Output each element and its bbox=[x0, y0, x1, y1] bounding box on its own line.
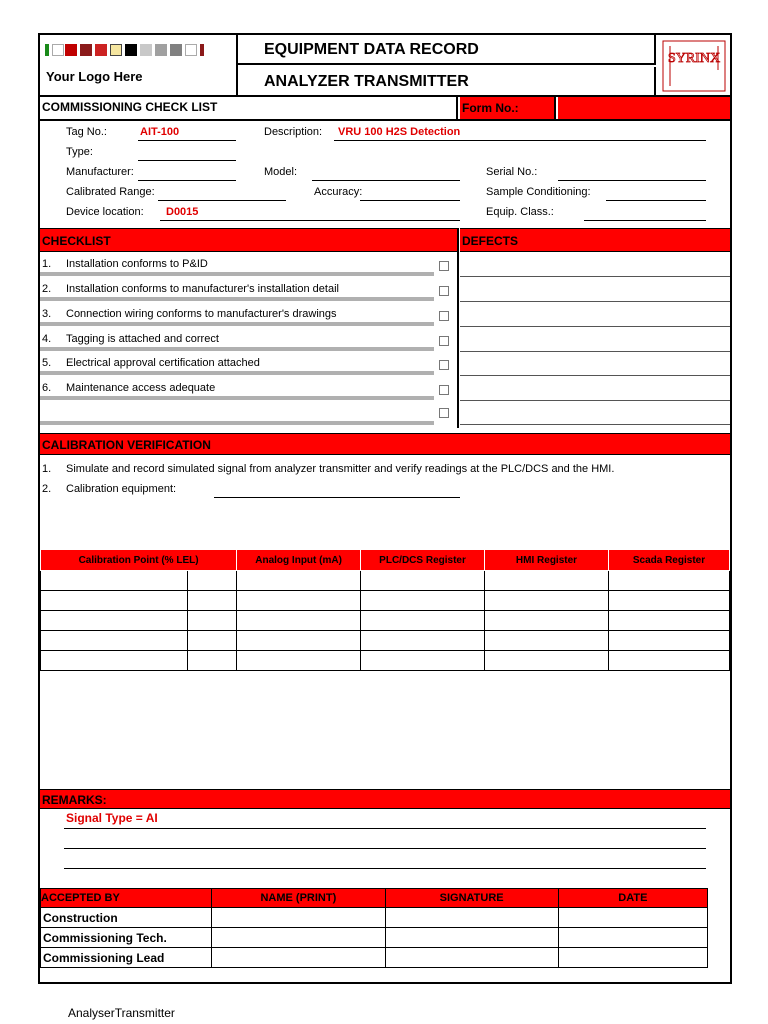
col-analog-input: Analog Input (mA) bbox=[237, 550, 361, 571]
defect-line[interactable] bbox=[460, 424, 730, 425]
table-cell[interactable] bbox=[608, 591, 729, 611]
page-subtitle: ANALYZER TRANSMITTER bbox=[238, 67, 656, 97]
equip-class-label: Equip. Class.: bbox=[486, 206, 554, 218]
brand-logo-icon bbox=[662, 40, 726, 92]
checklist-divider bbox=[457, 228, 459, 428]
form-no-label: Form No.: bbox=[460, 97, 556, 119]
table-row bbox=[41, 591, 730, 611]
logo-swatch bbox=[125, 44, 137, 56]
logo-swatch bbox=[52, 44, 64, 56]
acceptance-header-row bbox=[41, 889, 708, 908]
checklist-item-num: 3. bbox=[42, 308, 52, 320]
description-line bbox=[334, 140, 706, 141]
checklist-checkbox[interactable] bbox=[439, 311, 449, 321]
footer-text: AnalyserTransmitter bbox=[68, 1006, 175, 1020]
defect-line[interactable] bbox=[460, 276, 730, 277]
checklist-checkbox[interactable] bbox=[439, 286, 449, 296]
table-cell[interactable] bbox=[485, 631, 609, 651]
checklist-checkbox[interactable] bbox=[439, 408, 449, 418]
defect-line[interactable] bbox=[460, 301, 730, 302]
logo-swatch bbox=[140, 44, 152, 56]
tag-no-line bbox=[138, 140, 236, 141]
serial-line[interactable] bbox=[558, 180, 706, 181]
table-cell[interactable] bbox=[237, 591, 361, 611]
form-frame bbox=[38, 33, 732, 984]
checklist-item-text: Connection wiring conforms to manufacturer's drawings bbox=[66, 308, 337, 320]
checklist-item-num: 5. bbox=[42, 357, 52, 369]
acceptance-row bbox=[41, 948, 708, 968]
page-title: EQUIPMENT DATA RECORD bbox=[238, 35, 656, 65]
table-cell[interactable] bbox=[237, 651, 361, 671]
table-cell[interactable] bbox=[485, 651, 609, 671]
table-cell[interactable] bbox=[41, 651, 188, 671]
logo-swatch bbox=[155, 44, 167, 56]
table-cell[interactable] bbox=[188, 591, 237, 611]
device-location-value[interactable]: D0015 bbox=[166, 206, 199, 218]
logo-swatch bbox=[200, 44, 204, 56]
description-value[interactable]: VRU 100 H2S Detection bbox=[338, 126, 461, 138]
date-cell[interactable] bbox=[558, 928, 707, 948]
type-label: Type: bbox=[66, 146, 93, 158]
col-date: DATE bbox=[558, 889, 707, 908]
brand-logo-text: SYRINX bbox=[667, 51, 721, 66]
acceptance-row bbox=[41, 928, 708, 948]
defect-line[interactable] bbox=[460, 351, 730, 352]
acceptance-role: Commissioning Lead bbox=[41, 948, 212, 968]
table-cell[interactable] bbox=[188, 631, 237, 651]
col-name-print: NAME (PRINT) bbox=[212, 889, 385, 908]
table-row bbox=[41, 611, 730, 631]
defect-line[interactable] bbox=[460, 400, 730, 401]
defect-line[interactable] bbox=[460, 326, 730, 327]
calibration-step1-text: Simulate and record simulated signal from analyzer transmitter and verify readings at the PLC/DCS and the HMI. bbox=[66, 463, 615, 475]
date-cell[interactable] bbox=[558, 908, 707, 928]
table-cell[interactable] bbox=[485, 611, 609, 631]
tag-no-label: Tag No.: bbox=[66, 126, 107, 138]
logo-swatch bbox=[185, 44, 197, 56]
checklist-separator bbox=[40, 272, 434, 276]
logo-swatch bbox=[65, 44, 77, 56]
tag-no-value[interactable]: AIT-100 bbox=[140, 126, 180, 138]
name-cell[interactable] bbox=[212, 908, 385, 928]
table-cell[interactable] bbox=[188, 651, 237, 671]
table-cell[interactable] bbox=[608, 571, 729, 591]
sample-conditioning-line[interactable] bbox=[606, 200, 706, 201]
accuracy-label: Accuracy: bbox=[314, 186, 363, 198]
calibration-table bbox=[40, 549, 730, 671]
calibrated-range-line[interactable] bbox=[158, 200, 286, 201]
table-cell[interactable] bbox=[608, 651, 729, 671]
table-cell[interactable] bbox=[41, 591, 188, 611]
checklist-checkbox[interactable] bbox=[439, 261, 449, 271]
remarks-value[interactable]: Signal Type = AI bbox=[66, 811, 158, 825]
defects-header: DEFECTS bbox=[460, 228, 730, 252]
calibration-step2-text: Calibration equipment: bbox=[66, 483, 177, 495]
checklist-separator bbox=[40, 421, 434, 425]
remarks-line-1[interactable] bbox=[64, 828, 706, 829]
name-cell[interactable] bbox=[212, 928, 385, 948]
col-signature: SIGNATURE bbox=[385, 889, 558, 908]
table-cell[interactable] bbox=[188, 611, 237, 631]
acceptance-table bbox=[40, 888, 708, 968]
date-cell[interactable] bbox=[558, 948, 707, 968]
brand-logo bbox=[658, 35, 730, 97]
checklist-item-num: 1. bbox=[42, 258, 52, 270]
table-cell[interactable] bbox=[237, 631, 361, 651]
table-cell[interactable] bbox=[361, 571, 485, 591]
checklist-checkbox[interactable] bbox=[439, 385, 449, 395]
acceptance-role: Commissioning Tech. bbox=[41, 928, 212, 948]
table-row bbox=[41, 571, 730, 591]
model-line[interactable] bbox=[312, 180, 460, 181]
table-cell[interactable] bbox=[41, 631, 188, 651]
col-accepted-by: ACCEPTED BY bbox=[41, 889, 212, 908]
acceptance-row bbox=[41, 908, 708, 928]
acceptance-role: Construction bbox=[41, 908, 212, 928]
name-cell[interactable] bbox=[212, 948, 385, 968]
manufacturer-label: Manufacturer: bbox=[66, 166, 134, 178]
logo-swatch bbox=[80, 44, 92, 56]
checklist-separator bbox=[40, 322, 434, 326]
model-label: Model: bbox=[264, 166, 298, 178]
table-cell[interactable] bbox=[608, 611, 729, 631]
logo-swatch bbox=[95, 44, 107, 56]
col-hmi-register: HMI Register bbox=[485, 550, 609, 571]
table-cell[interactable] bbox=[361, 631, 485, 651]
commissioning-label: COMMISSIONING CHECK LIST bbox=[40, 97, 458, 119]
table-cell[interactable] bbox=[41, 571, 188, 591]
checklist-checkbox[interactable] bbox=[439, 336, 449, 346]
calibration-step2-num: 2. bbox=[42, 483, 52, 495]
calibration-table-header bbox=[41, 550, 730, 571]
checklist-item-text: Tagging is attached and correct bbox=[66, 333, 219, 345]
remarks-header: REMARKS: bbox=[40, 789, 730, 809]
device-location-line bbox=[160, 220, 460, 221]
checklist-item-text: Installation conforms to manufacturer's installation detail bbox=[66, 283, 339, 295]
type-line[interactable] bbox=[138, 160, 236, 161]
checklist-item-text: Electrical approval certification attached bbox=[66, 357, 260, 369]
checklist-item-text: Maintenance access adequate bbox=[66, 382, 216, 394]
logo-swatches bbox=[45, 44, 207, 56]
manufacturer-line[interactable] bbox=[138, 180, 236, 181]
defect-line[interactable] bbox=[460, 375, 730, 376]
logo-swatch bbox=[170, 44, 182, 56]
checklist-separator bbox=[40, 371, 434, 375]
logo-area bbox=[40, 35, 238, 97]
commissioning-divider bbox=[40, 119, 730, 121]
description-label: Description: bbox=[264, 126, 323, 138]
checklist-checkbox[interactable] bbox=[439, 360, 449, 370]
checklist-item-text: Installation conforms to P&ID bbox=[66, 258, 208, 270]
table-cell[interactable] bbox=[237, 611, 361, 631]
table-row bbox=[41, 651, 730, 671]
calibration-step1-num: 1. bbox=[42, 463, 52, 475]
col-plc-dcs-register: PLC/DCS Register bbox=[361, 550, 485, 571]
remarks-line-3[interactable] bbox=[64, 868, 706, 869]
sample-conditioning-label: Sample Conditioning: bbox=[486, 186, 591, 198]
table-row bbox=[41, 631, 730, 651]
signature-cell[interactable] bbox=[385, 948, 558, 968]
col-calibration-point: Calibration Point (% LEL) bbox=[41, 550, 237, 571]
checklist-separator bbox=[40, 297, 434, 301]
col-scada-register: Scada Register bbox=[608, 550, 729, 571]
calibration-equipment-line[interactable] bbox=[214, 497, 460, 498]
checklist-separator bbox=[40, 396, 434, 400]
checklist-item-num: 2. bbox=[42, 283, 52, 295]
calibrated-range-label: Calibrated Range: bbox=[66, 186, 155, 198]
logo-swatch bbox=[45, 44, 49, 56]
signature-cell[interactable] bbox=[385, 928, 558, 948]
logo-text: Your Logo Here bbox=[46, 69, 143, 84]
signature-cell[interactable] bbox=[385, 908, 558, 928]
table-cell[interactable] bbox=[188, 571, 237, 591]
checklist-item-num: 4. bbox=[42, 333, 52, 345]
serial-label: Serial No.: bbox=[486, 166, 538, 178]
table-cell[interactable] bbox=[485, 571, 609, 591]
accuracy-line[interactable] bbox=[360, 200, 460, 201]
table-cell[interactable] bbox=[608, 631, 729, 651]
checklist-item-num: 6. bbox=[42, 382, 52, 394]
equip-class-line[interactable] bbox=[584, 220, 706, 221]
checklist-separator bbox=[40, 347, 434, 351]
logo-swatch bbox=[110, 44, 122, 56]
table-cell[interactable] bbox=[485, 591, 609, 611]
table-cell[interactable] bbox=[41, 611, 188, 631]
table-cell[interactable] bbox=[237, 571, 361, 591]
table-cell[interactable] bbox=[361, 591, 485, 611]
checklist-header: CHECKLIST bbox=[40, 228, 458, 252]
device-location-label: Device location: bbox=[66, 206, 144, 218]
table-cell[interactable] bbox=[361, 611, 485, 631]
calibration-header: CALIBRATION VERIFICATION bbox=[40, 433, 730, 455]
remarks-line-2[interactable] bbox=[64, 848, 706, 849]
table-cell[interactable] bbox=[361, 651, 485, 671]
form-no-value[interactable] bbox=[558, 97, 730, 119]
